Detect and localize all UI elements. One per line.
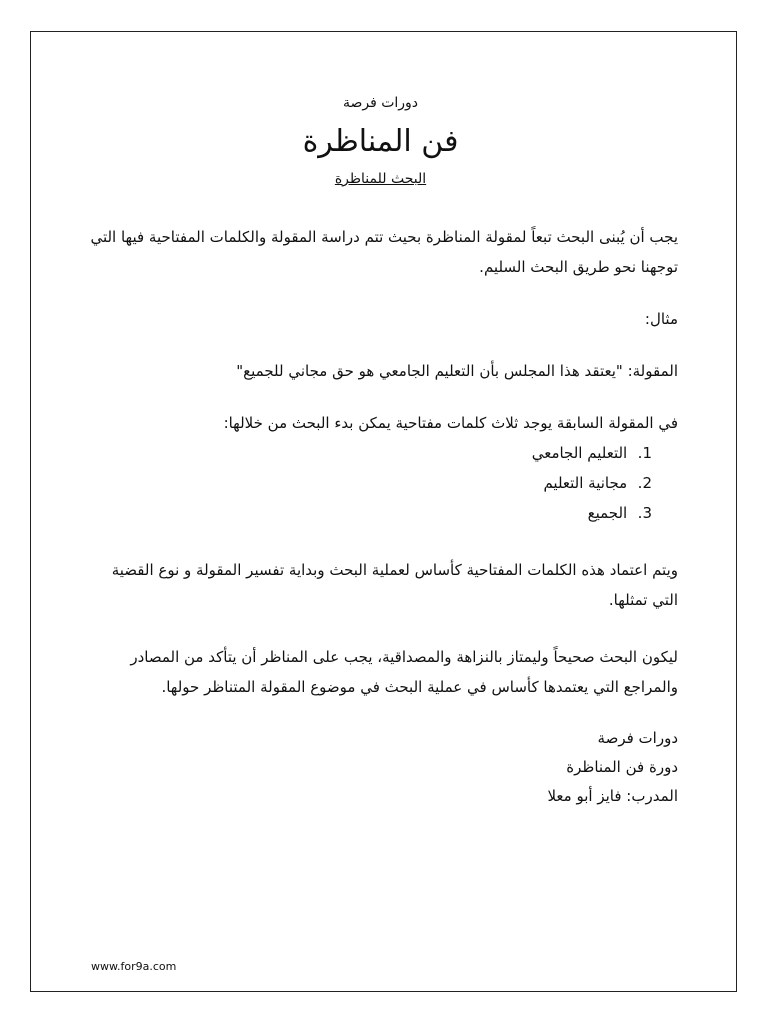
list-item <box>83 498 678 528</box>
integrity-paragraph: ليكون البحث صحيحاً وليمتاز بالنزاهة والمصداقية، يجب على المناظر أن يتأكد من المصادر والمراجع التي يعتمدها كأساس في عملية البحث في موضوع المقولة المتناظر حولها. <box>130 648 678 696</box>
list-item <box>83 468 678 498</box>
signature-block <box>83 724 678 811</box>
footer-url: www.for9a.com <box>91 960 177 973</box>
document-title: فن المناظرة <box>302 124 459 159</box>
example-label: مثال: <box>644 310 678 328</box>
signature-organization: دورات فرصة <box>597 729 678 747</box>
document-supertitle: دورات فرصة <box>342 95 419 111</box>
list-item-number: 3. <box>637 504 652 522</box>
list-item-number: 2. <box>637 474 652 492</box>
signature-trainer: المدرب: فايز أبو معلا <box>547 787 678 805</box>
keywords-intro: في المقولة السابقة يوجد ثلاث كلمات مفتاحية يمكن بدء البحث من خلالها: <box>223 414 678 432</box>
document-content <box>83 92 678 811</box>
signature-course: دورة فن المناظرة <box>566 758 678 776</box>
keywords-list <box>83 438 678 528</box>
document-subtitle: البحث للمناظرة <box>334 171 427 187</box>
list-item-text: التعليم الجامعي <box>531 444 628 462</box>
list-item-text: مجانية التعليم <box>543 474 628 492</box>
list-item-number: 1. <box>637 444 652 462</box>
motion-statement: المقولة: "يعتقد هذا المجلس بأن التعليم الجامعي هو حق مجاني للجميع" <box>236 362 678 380</box>
list-item <box>83 438 678 468</box>
list-item-text: الجميع <box>587 504 628 522</box>
document-page <box>30 31 737 992</box>
basis-paragraph: ويتم اعتماد هذه الكلمات المفتاحية كأساس لعملية البحث وبداية تفسير المقولة و نوع القضية التي تمثلها. <box>111 561 678 609</box>
intro-paragraph: يجب أن يُبنى البحث تبعاً لمقولة المناظرة بحيث تتم دراسة المقولة والكلمات المفتاحية فيها التي توجهنا نحو طريق البحث السليم. <box>90 228 678 276</box>
